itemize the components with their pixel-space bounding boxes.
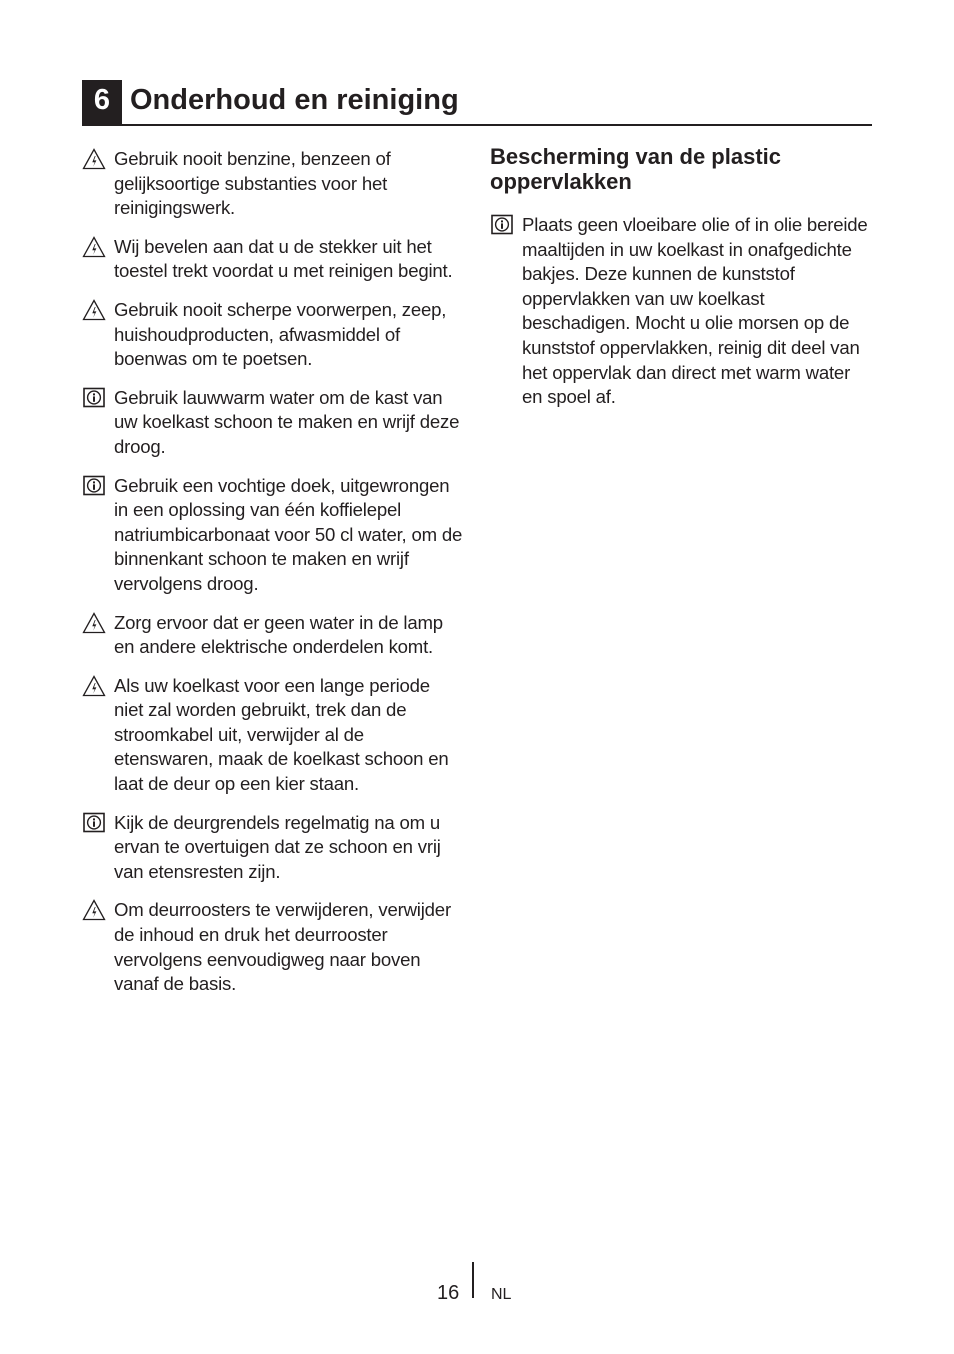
right-note bbox=[490, 213, 874, 410]
left-note bbox=[82, 474, 464, 597]
chapter-title: Onderhoud en reiniging bbox=[130, 84, 459, 116]
warning-icon bbox=[82, 298, 106, 322]
language-code: NL bbox=[491, 1286, 512, 1303]
note-text: Wij bevelen aan dat u de stekker uit het toestel trekt voordat u met reinigen begint. bbox=[114, 235, 453, 282]
chapter-number: 6 bbox=[82, 80, 122, 124]
note-text: Gebruik nooit benzine, benzeen of gelijksoortige substanties voor het reinigingswerk. bbox=[114, 148, 391, 219]
left-note bbox=[82, 674, 464, 797]
note-text: Gebruik een vochtige doek, uitgewrongen in een oplossing van één koffielepel natriumbicarbonaat voor 50 cl water, om de binnenkant schoon te maken en wrijf vervolgens droog. bbox=[114, 474, 463, 594]
left-note bbox=[82, 898, 464, 996]
warning-icon bbox=[82, 611, 106, 635]
page-number: 16 bbox=[437, 1282, 460, 1304]
section-heading: Bescherming van de plastic oppervlakken bbox=[490, 144, 781, 194]
right-column bbox=[490, 144, 874, 424]
note-text: Plaats geen vloeibare olie of in olie bereide maaltijden in uw koelkast in onafgedichte bakjes. Deze kunnen de kunststof oppervlakken van uw koelkast beschadigen. Mocht u olie morsen op de kunststof oppervlakken, reinig dit deel van het oppervlak dan direct met warm water en spoel af. bbox=[522, 214, 868, 408]
note-text: Zorg ervoor dat er geen water in de lamp en andere elektrische onderdelen komt. bbox=[114, 611, 443, 658]
chapter-header bbox=[82, 80, 872, 126]
left-note bbox=[82, 235, 464, 284]
info-icon bbox=[82, 474, 106, 498]
left-note bbox=[82, 811, 464, 885]
left-note bbox=[82, 147, 464, 221]
warning-icon bbox=[82, 235, 106, 259]
warning-icon bbox=[82, 674, 106, 698]
note-text: Als uw koelkast voor een lange periode niet zal worden gebruikt, trek dan de stroomkabel uit, verwijder al de etenswaren, maak de koelkast schoon en laat de deur op een kier staan. bbox=[114, 674, 449, 795]
note-text: Gebruik nooit scherpe voorwerpen, zeep, huishoudproducten, afwasmiddel of boenwas om te poetsen. bbox=[114, 298, 447, 370]
left-column bbox=[82, 147, 464, 1011]
info-icon bbox=[490, 213, 514, 237]
left-note bbox=[82, 611, 464, 660]
left-note bbox=[82, 386, 464, 460]
note-text: Om deurroosters te verwijderen, verwijder de inhoud en druk het deurrooster vervolgens eenvoudigweg naar boven vanaf de basis. bbox=[114, 899, 451, 995]
warning-icon bbox=[82, 898, 106, 922]
info-icon bbox=[82, 386, 106, 410]
note-text: Gebruik lauwwarm water om de kast van uw koelkast schoon te maken en wrijf deze droog. bbox=[114, 386, 460, 457]
footer-divider bbox=[472, 1262, 474, 1298]
right-notes bbox=[490, 213, 874, 410]
left-note bbox=[82, 298, 464, 372]
info-icon bbox=[82, 811, 106, 835]
note-text: Kijk de deurgrendels regelmatig na om u ervan te overtuigen dat ze schoon en vrij van etensresten zijn. bbox=[114, 811, 441, 882]
warning-icon bbox=[82, 147, 106, 171]
